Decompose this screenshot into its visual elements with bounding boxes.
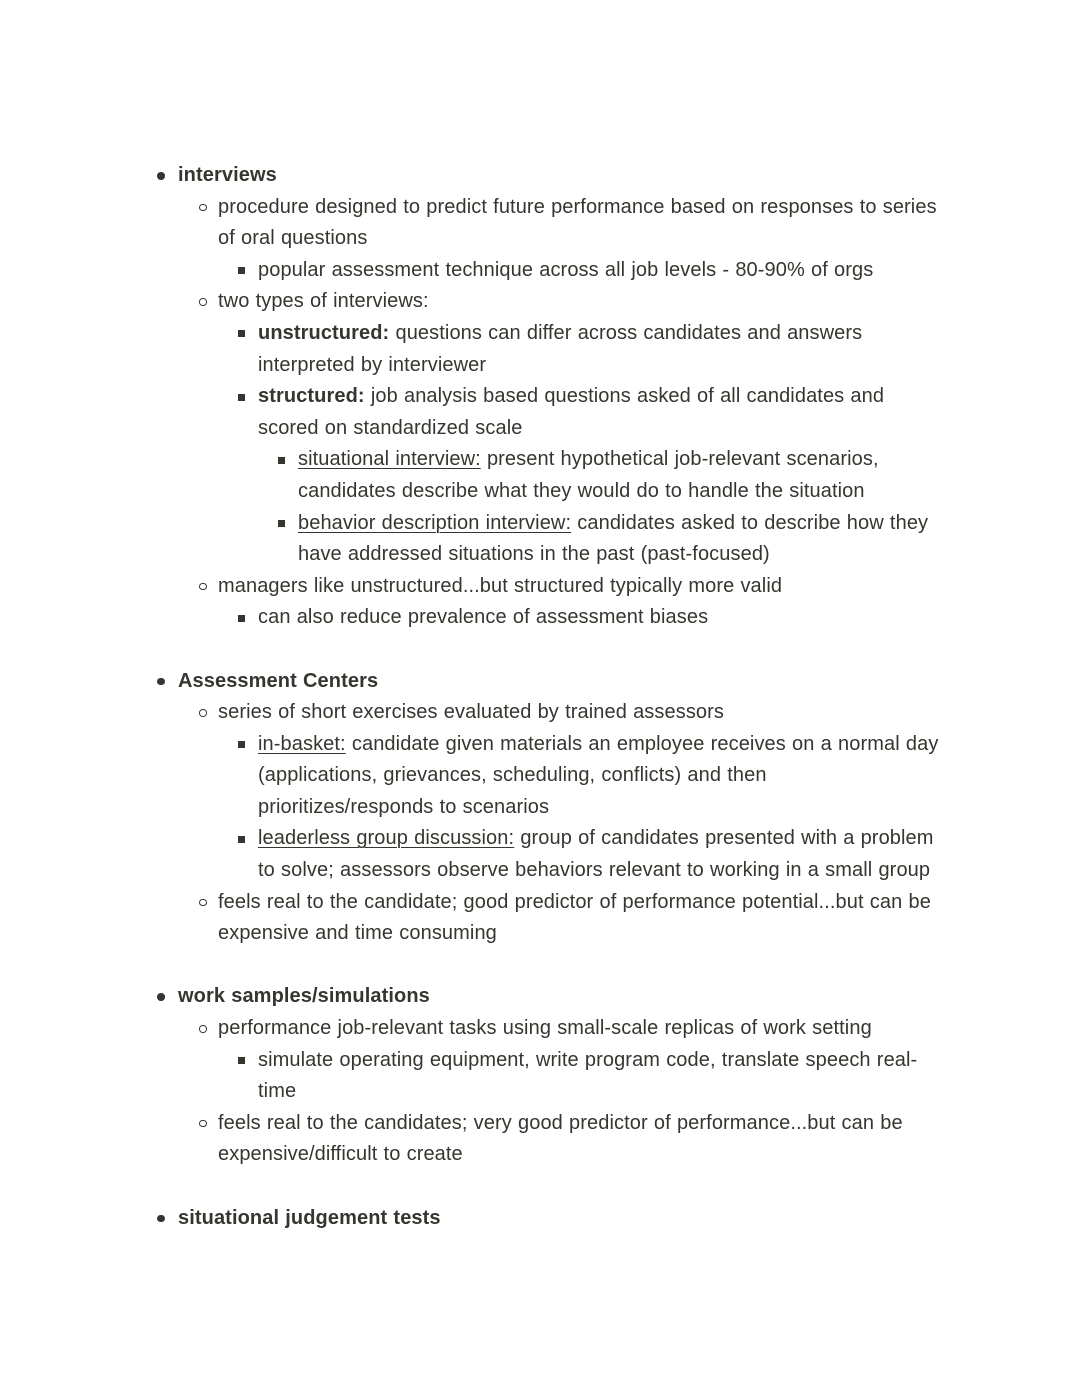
list-item-text: simulate operating equipment, write program code, translate speech real-time: [258, 1048, 918, 1103]
list-item-text: two types of interviews:: [218, 290, 429, 313]
list-item: [150, 823, 942, 886]
bullet-disc-icon: [157, 172, 165, 180]
list-item: [150, 1203, 942, 1235]
bullet-circle-icon: [199, 1025, 207, 1033]
document-body: [150, 160, 942, 1234]
bullet-disc-icon: [157, 993, 165, 1001]
list-item: [150, 981, 942, 1013]
list-item: [150, 571, 942, 603]
bullet-square-icon: [238, 836, 245, 843]
bullet-square-icon: [238, 330, 245, 337]
bullet-square-icon: [238, 1057, 245, 1064]
list-item-text: managers like unstructured...but structured typically more valid: [218, 574, 783, 597]
list-item: [150, 1045, 942, 1108]
bullet-circle-icon: [199, 1120, 207, 1128]
bullet-disc-icon: [157, 678, 165, 686]
list-item: [150, 444, 942, 507]
list-item: [150, 508, 942, 571]
list-item: [150, 381, 942, 444]
list-item: [150, 666, 942, 698]
bullet-square-icon: [238, 615, 245, 622]
bullet-circle-icon: [199, 709, 207, 717]
list-item-text: leaderless group discussion: group of candidates presented with a problem to solve; assessors observe behaviors relevant to working in a small group: [258, 827, 934, 882]
bullet-disc-icon: [157, 1215, 165, 1223]
bullet-square-icon: [238, 394, 245, 401]
list-item: [150, 160, 942, 192]
list-item: [150, 697, 942, 729]
list-item-text: popular assessment technique across all job levels - 80-90% of orgs: [258, 258, 874, 281]
bullet-circle-icon: [199, 899, 207, 907]
bullet-square-icon: [278, 457, 285, 464]
list-item-text: feels real to the candidate; good predictor of performance potential...but can be expensive and time consuming: [218, 890, 931, 945]
list-item-text: can also reduce prevalence of assessment biases: [258, 606, 709, 629]
list-item: [150, 602, 942, 634]
bullet-square-icon: [238, 267, 245, 274]
list-item-text: performance job-relevant tasks using small-scale replicas of work setting: [218, 1017, 872, 1040]
list-item: [150, 1013, 942, 1045]
list-item: [150, 255, 942, 287]
list-item-text: procedure designed to predict future performance based on responses to series of oral questions: [218, 195, 937, 250]
list-item-text: unstructured: questions can differ across candidates and answers interpreted by interviewer: [258, 321, 863, 376]
list-item-text: structured: job analysis based questions asked of all candidates and scored on standardized scale: [258, 385, 885, 439]
list-item: [150, 887, 942, 950]
list-item: [150, 1108, 942, 1171]
list-item: [150, 729, 942, 824]
list-item-text: feels real to the candidates; very good predictor of performance...but can be expensive/difficult to create: [218, 1111, 903, 1166]
list-item-text: interviews: [178, 164, 277, 186]
list-item-text: Assessment Centers: [178, 669, 379, 692]
bullet-square-icon: [238, 741, 245, 748]
bullet-circle-icon: [199, 204, 207, 212]
bullet-circle-icon: [199, 583, 207, 591]
list-item-text: in-basket: candidate given materials an employee receives on a normal day (applications, grievances, scheduling, conflicts) and then prioritizes/responds to scenarios: [258, 732, 939, 818]
list-item: [150, 318, 942, 381]
list-item-text: work samples/simulations: [178, 985, 430, 1008]
list-item-text: situational judgement tests: [178, 1206, 441, 1229]
list-item-text: situational interview: present hypothetical job-relevant scenarios, candidates describe what they would do to handle the situation: [298, 448, 879, 502]
bullet-circle-icon: [199, 298, 207, 306]
list-item-text: series of short exercises evaluated by trained assessors: [218, 701, 725, 724]
list-item: [150, 192, 942, 255]
list-item-text: behavior description interview: candidates asked to describe how they have addressed situations in the past (past-focused): [298, 511, 929, 566]
bullet-square-icon: [278, 520, 285, 527]
list-item: [150, 286, 942, 318]
